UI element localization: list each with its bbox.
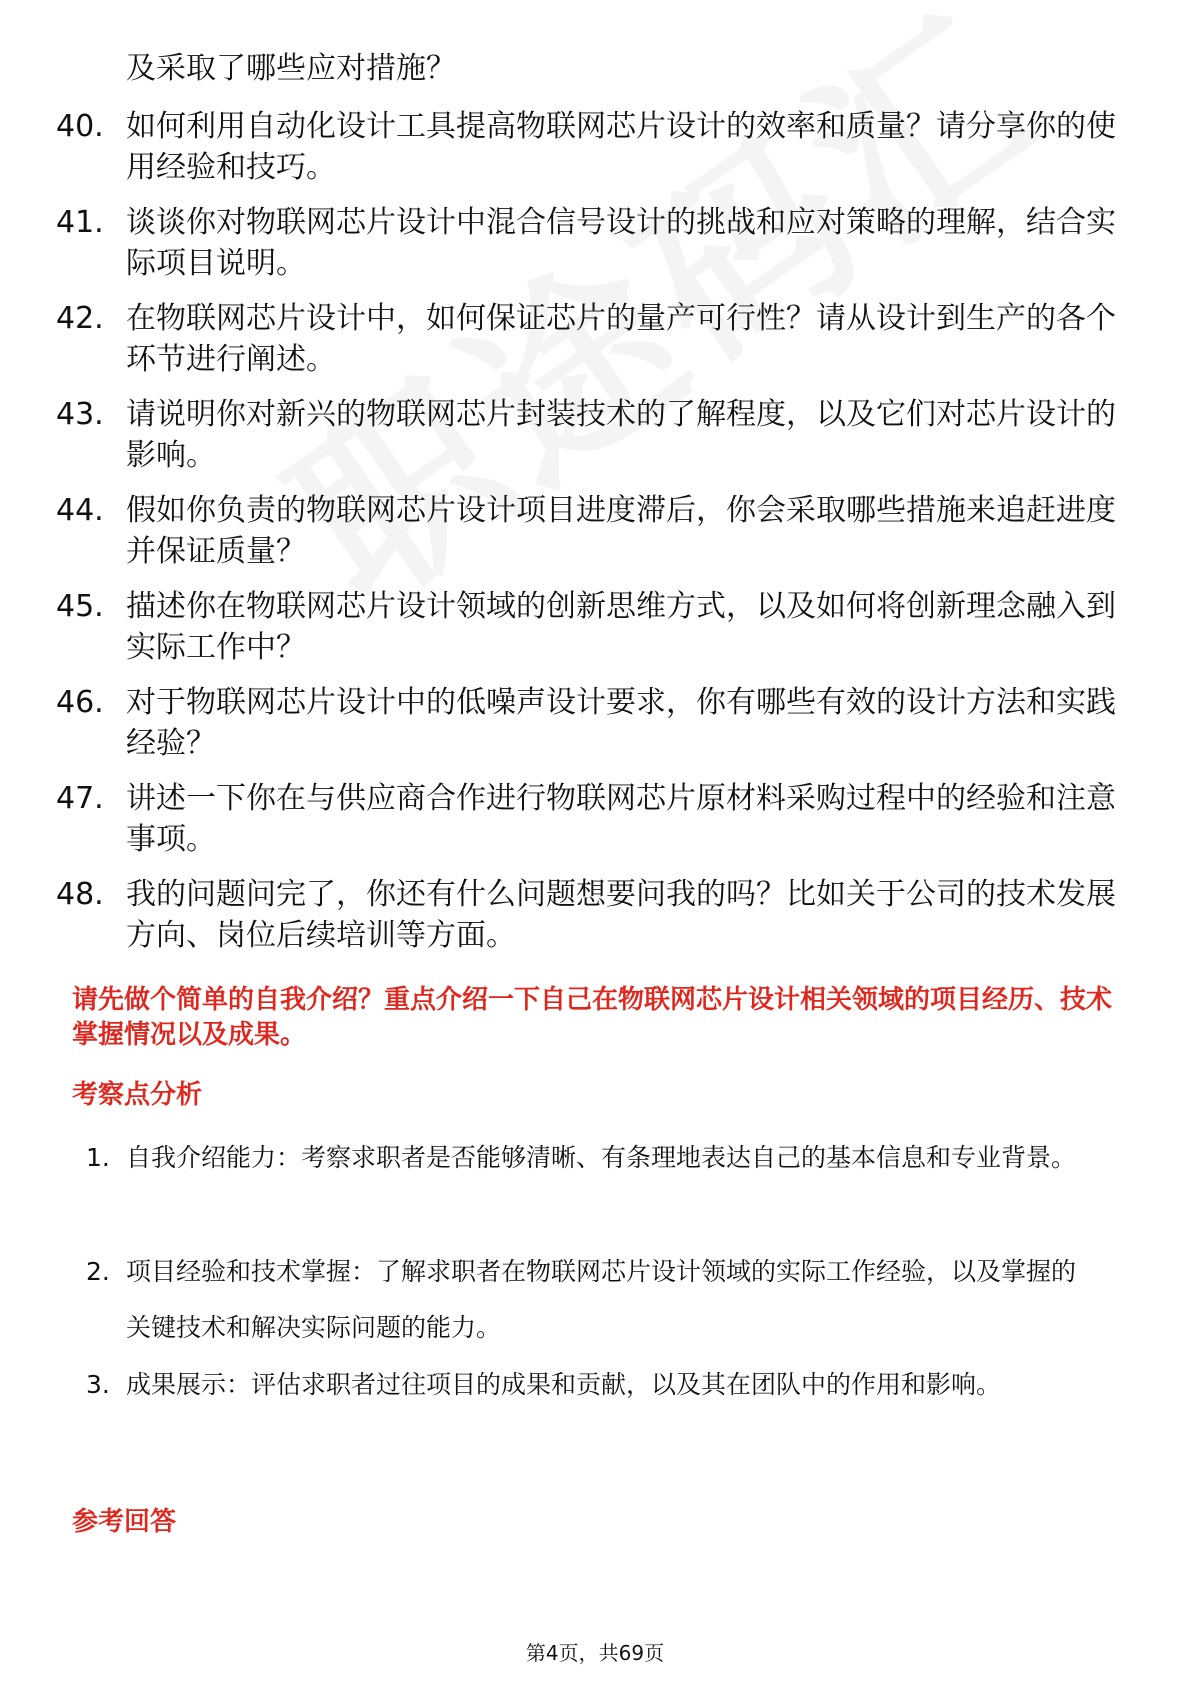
section-heading: 请先做个简单的自我介绍？重点介绍一下自己在物联网芯片设计相关领域的项目经历、技术掌握情况以及成果。 — [72, 985, 1113, 1050]
question-text: 及采取了哪些应对措施？ — [126, 51, 456, 86]
question-number: 42. — [56, 301, 104, 336]
question-text: 如何利用自动化设计工具提高物联网芯片设计的效率和质量？请分享你的使用经验和技巧。 — [126, 109, 1116, 185]
question-text: 对于物联网芯片设计中的低噪声设计要求，你有哪些有效的设计方法和实践经验？ — [126, 685, 1116, 761]
question-number: 45. — [56, 589, 104, 624]
question-text: 在物联网芯片设计中，如何保证芯片的量产可行性？请从设计到生产的各个环节进行阐述。 — [126, 301, 1116, 377]
question-text: 讲述一下你在与供应商合作进行物联网芯片原材料采购过程中的经验和注意事项。 — [126, 781, 1116, 857]
point-number: 3. — [86, 1370, 110, 1399]
question-number: 40. — [56, 109, 104, 144]
question-text: 描述你在物联网芯片设计领域的创新思维方式，以及如何将创新理念融入到实际工作中？ — [126, 589, 1116, 665]
question-number: 43. — [56, 397, 104, 432]
question-text: 我的问题问完了，你还有什么问题想要问我的吗？比如关于公司的技术发展方向、岗位后续培训等方面。 — [126, 877, 1116, 953]
question-number: 44. — [56, 493, 104, 528]
question-number: 41. — [56, 205, 104, 240]
question-text: 请说明你对新兴的物联网芯片封装技术的了解程度，以及它们对芯片设计的影响。 — [126, 397, 1116, 473]
question-number: 46. — [56, 685, 104, 720]
page-number: 第4页，共69页 — [525, 1641, 665, 1665]
point-text: 成果展示：评估求职者过往项目的成果和贡献，以及其在团队中的作用和影响。 — [126, 1370, 1002, 1399]
point-number: 2. — [86, 1257, 110, 1286]
point-text: 项目经验和技术掌握：了解求职者在物联网芯片设计领域的实际工作经验，以及掌握的关键技术和解决实际问题的能力。 — [126, 1257, 1077, 1342]
question-text: 谈谈你对物联网芯片设计中混合信号设计的挑战和应对策略的理解，结合实际项目说明。 — [126, 205, 1116, 281]
point-number: 1. — [86, 1143, 110, 1172]
analysis-heading: 考察点分析 — [72, 1080, 203, 1110]
answer-heading: 参考回答 — [72, 1507, 177, 1537]
question-text: 假如你负责的物联网芯片设计项目进度滞后，你会采取哪些措施来追赶进度并保证质量？ — [126, 493, 1116, 569]
question-number: 48. — [56, 877, 104, 912]
point-text: 自我介绍能力：考察求职者是否能够清晰、有条理地表达自己的基本信息和专业背景。 — [126, 1143, 1077, 1172]
question-number: 47. — [56, 781, 104, 816]
